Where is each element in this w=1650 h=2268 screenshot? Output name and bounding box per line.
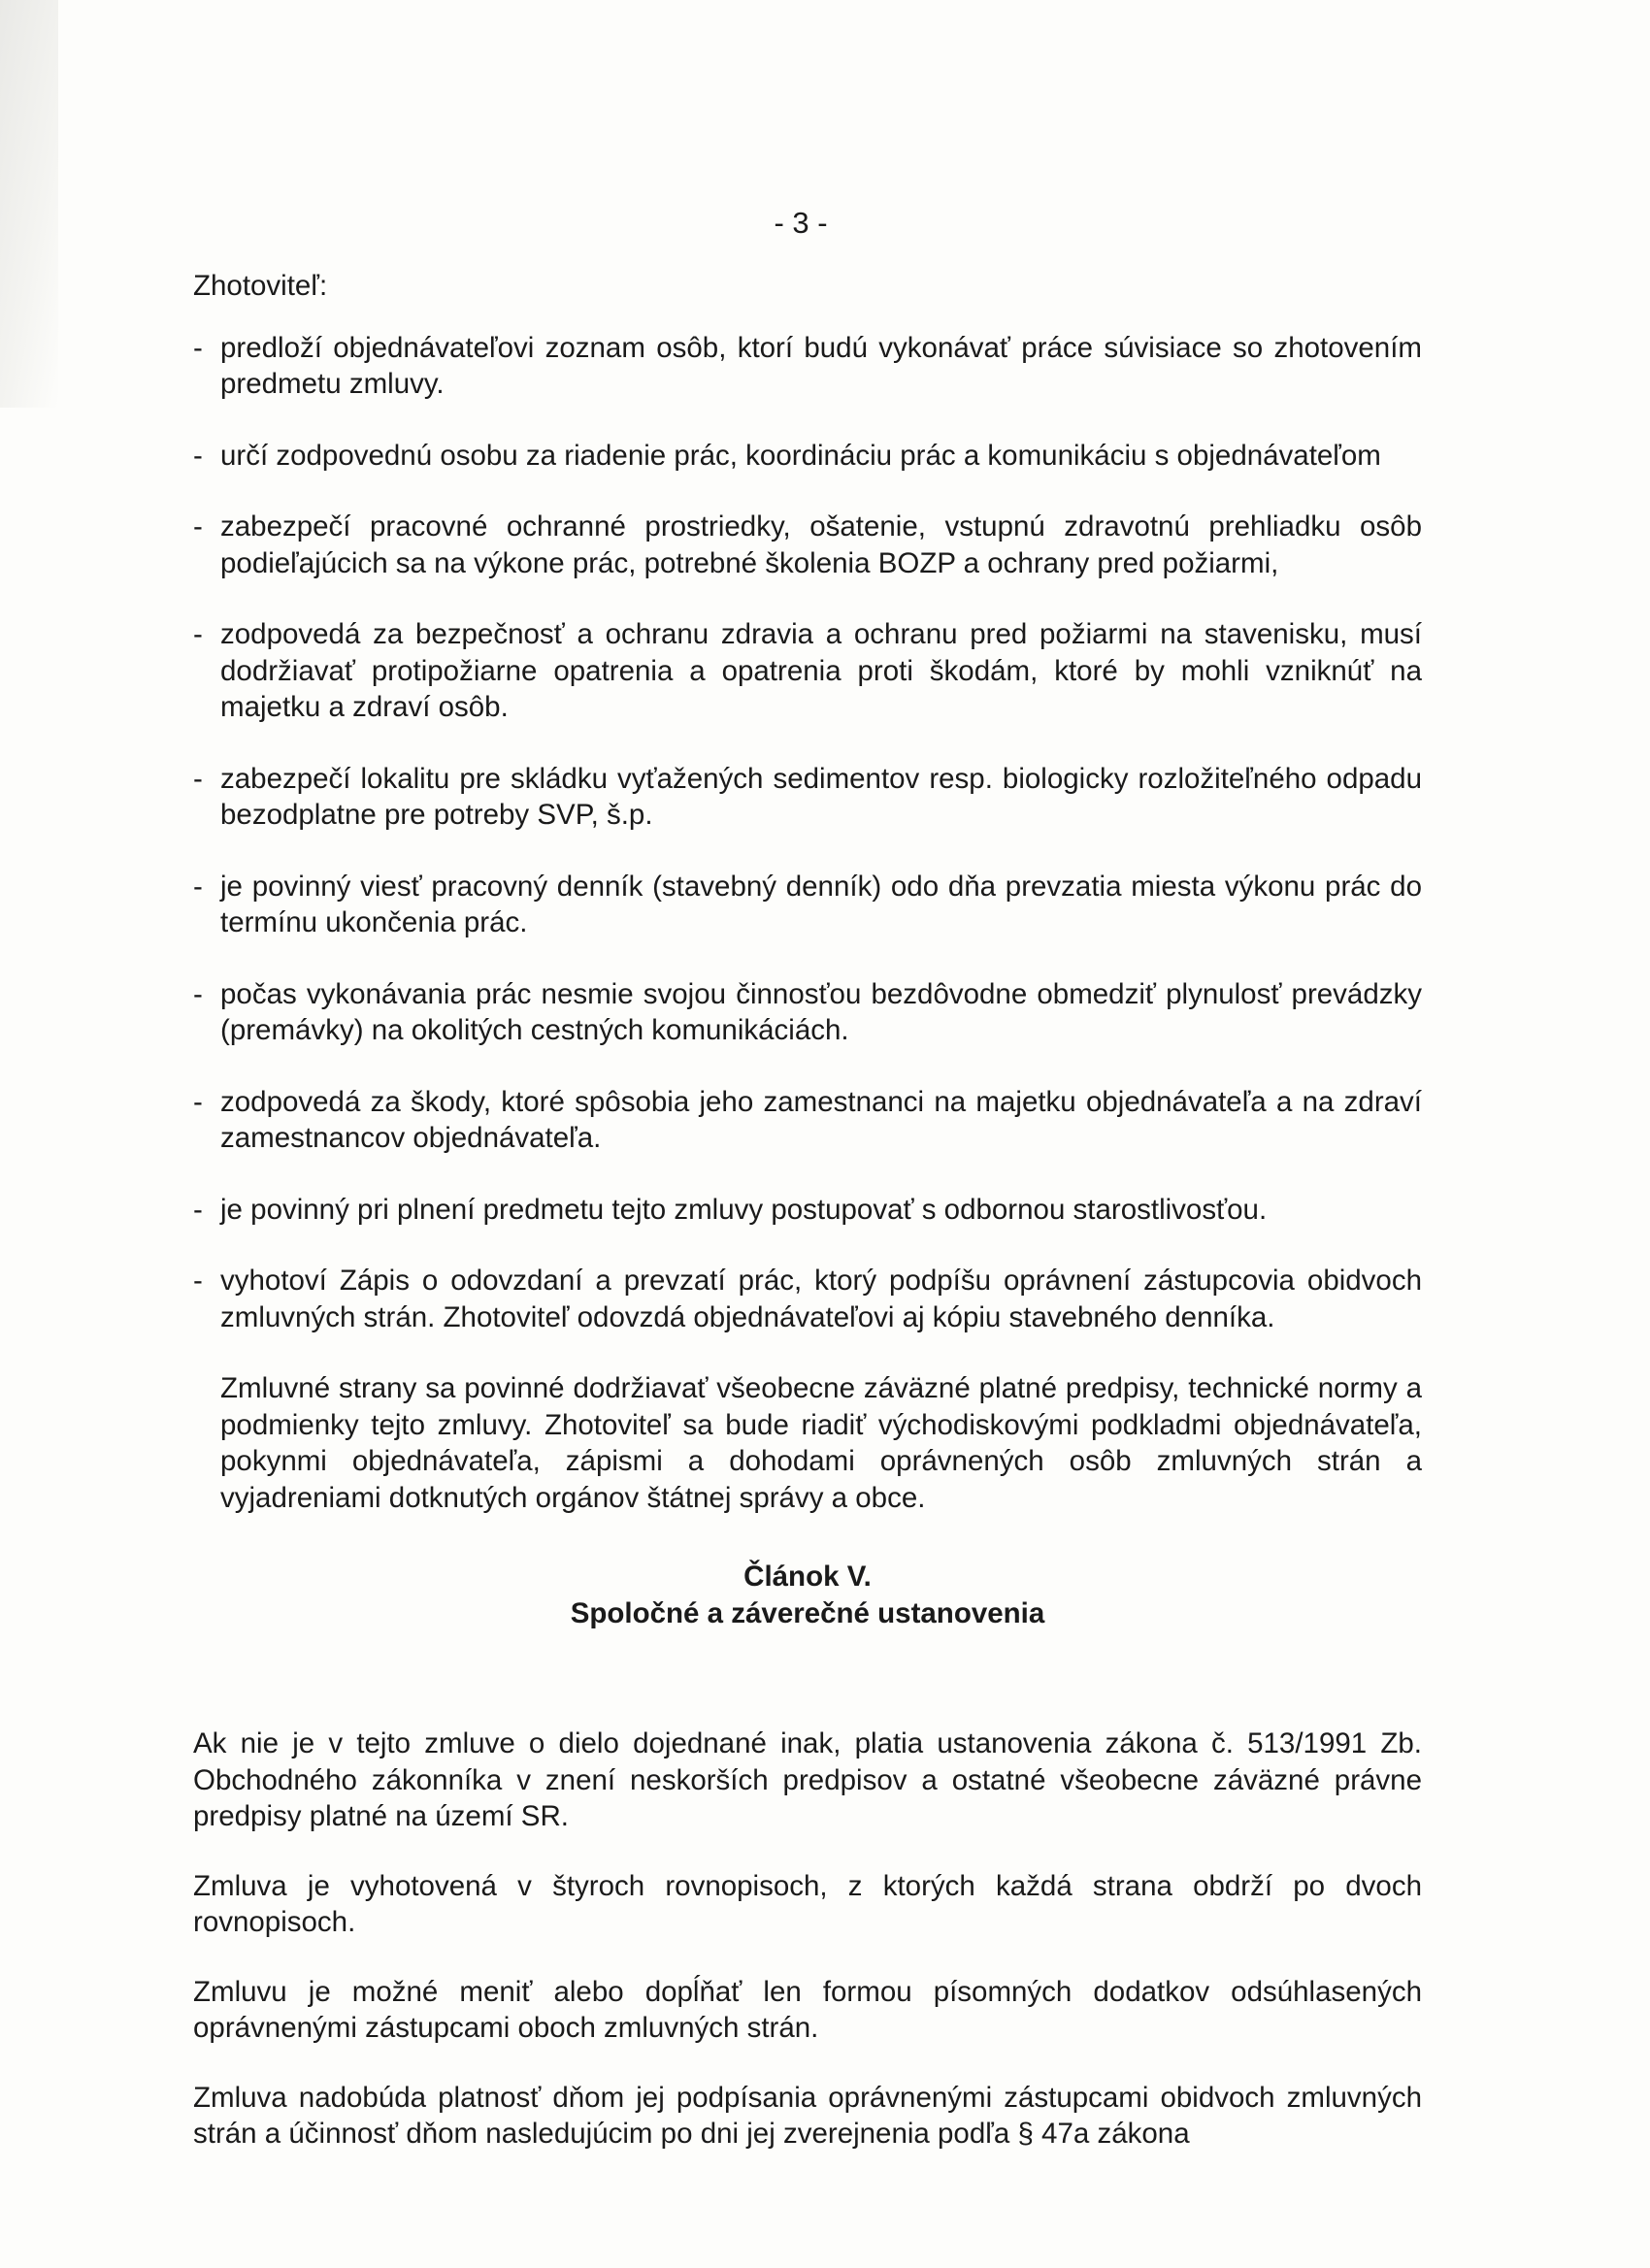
- list-dash: -: [193, 1265, 203, 1297]
- list-dash: -: [193, 762, 203, 795]
- list-dash: -: [193, 977, 203, 1010]
- page-number: - 3 -: [774, 206, 828, 240]
- list-item: [193, 1192, 1422, 1229]
- final-paragraph: Zmluva nadobúda platnosť dňom jej podpísania oprávnenými zástupcami obidvoch zmluvných strán a účinnosť dňom nasledujúcim po dni jej zverejnenia podľa § 47a zákona: [193, 2081, 1422, 2150]
- list-dash: -: [193, 1193, 203, 1226]
- list-item: [193, 869, 1422, 941]
- final-paragraph: Zmluva je vyhotovená v štyroch rovnopisoch, z ktorých každá strana obdrží po dvoch rovnopisoch.: [193, 1869, 1422, 1938]
- obligation-text: zodpovedá za bezpečnosť a ochranu zdravia a ochranu pred požiarmi na stavenisku, musí dodržiavať protipožiarne opatrenia a opatrenia proti škodám, ktoré by mohli vzniknúť na majetku a zdraví osôb.: [220, 618, 1422, 723]
- article-title: Spoločné a záverečné ustanovenia: [570, 1597, 1045, 1629]
- final-paragraph: Ak nie je v tejto zmluve o dielo dojednané inak, platia ustanovenia zákona č. 513/1991 Zb. Obchodného zákonníka v znení neskorších predpisov a ostatné všeobecne záväzné právne predpisy platné na území SR.: [193, 1727, 1422, 1832]
- document-body: [193, 268, 1422, 2186]
- scan-edge-shadow: [0, 0, 58, 408]
- list-dash: -: [193, 510, 203, 542]
- closing-paragraph: Zmluvné strany sa povinné dodržiavať všeobecne záväzné platné predpisy, technické normy a podmienky tejto zmluvy. Zhotoviteľ sa bude riadiť východiskovými podkladmi objednávateľa, pokynmi objednávateľa, zápismi a dohodami oprávnených osôb zmluvných strán a vyjadreniami dotknutých orgánov štátnej správy a obce.: [220, 1372, 1422, 1514]
- obligation-text: vyhotoví Zápis o odovzdaní a prevzatí prác, ktorý podpíšu oprávnení zástupcovia obidvoch zmluvných strán. Zhotoviteľ odovzdá objednávateľovi aj kópiu stavebného denníka.: [220, 1265, 1422, 1333]
- list-dash: -: [193, 331, 203, 364]
- obligation-text: počas vykonávania prác nesmie svojou činnosťou bezdôvodne obmedziť plynulosť prevádzky (premávky) na okolitých cestných komunikáciách.: [220, 977, 1422, 1046]
- article-number: Článok V.: [743, 1561, 872, 1593]
- obligation-text: je povinný pri plnení predmetu tejto zmluvy postupovať s odbornou starostlivosťou.: [220, 1193, 1268, 1226]
- obligation-text: je povinný viesť pracovný denník (stavebný denník) odo dňa prevzatia miesta výkonu prác do termínu ukončenia prác.: [220, 870, 1422, 938]
- list-item: [193, 330, 1422, 403]
- list-dash: -: [193, 1085, 203, 1118]
- obligation-text: predloží objednávateľovi zoznam osôb, ktorí budú vykonávať práce súvisiace so zhotovením predmetu zmluvy.: [220, 331, 1422, 400]
- obligations-list: [193, 330, 1422, 1336]
- list-item: [193, 976, 1422, 1049]
- list-dash: -: [193, 870, 203, 903]
- obligation-text: zabezpečí pracovné ochranné prostriedky, ošatenie, vstupnú zdravotnú prehliadku osôb podieľajúcich sa na výkone prác, potrebné školenia BOZP a ochrany pred požiarmi,: [220, 510, 1422, 579]
- list-dash: -: [193, 618, 203, 650]
- final-paragraph: Zmluvu je možné meniť alebo dopĺňať len formou písomných dodatkov odsúhlasených oprávnenými zástupcami oboch zmluvných strán.: [193, 1975, 1422, 2044]
- list-item: [193, 509, 1422, 581]
- list-item: [193, 761, 1422, 834]
- list-dash: -: [193, 439, 203, 472]
- contractor-label: Zhotoviteľ:: [193, 270, 328, 302]
- obligation-text: určí zodpovednú osobu za riadenie prác, koordináciu prác a komunikáciu s objednávateľom: [220, 439, 1381, 472]
- list-item: [193, 616, 1422, 726]
- list-item: [193, 1263, 1422, 1335]
- list-item: [193, 438, 1422, 475]
- obligation-text: zabezpečí lokalitu pre skládku vyťažených sedimentov resp. biologicky rozložiteľného odpadu bezodplatne pre potreby SVP, š.p.: [220, 762, 1422, 831]
- list-item: [193, 1084, 1422, 1157]
- obligation-text: zodpovedá za škody, ktoré spôsobia jeho zamestnanci na majetku objednávateľa a na zdraví zamestnancov objednávateľa.: [220, 1085, 1422, 1154]
